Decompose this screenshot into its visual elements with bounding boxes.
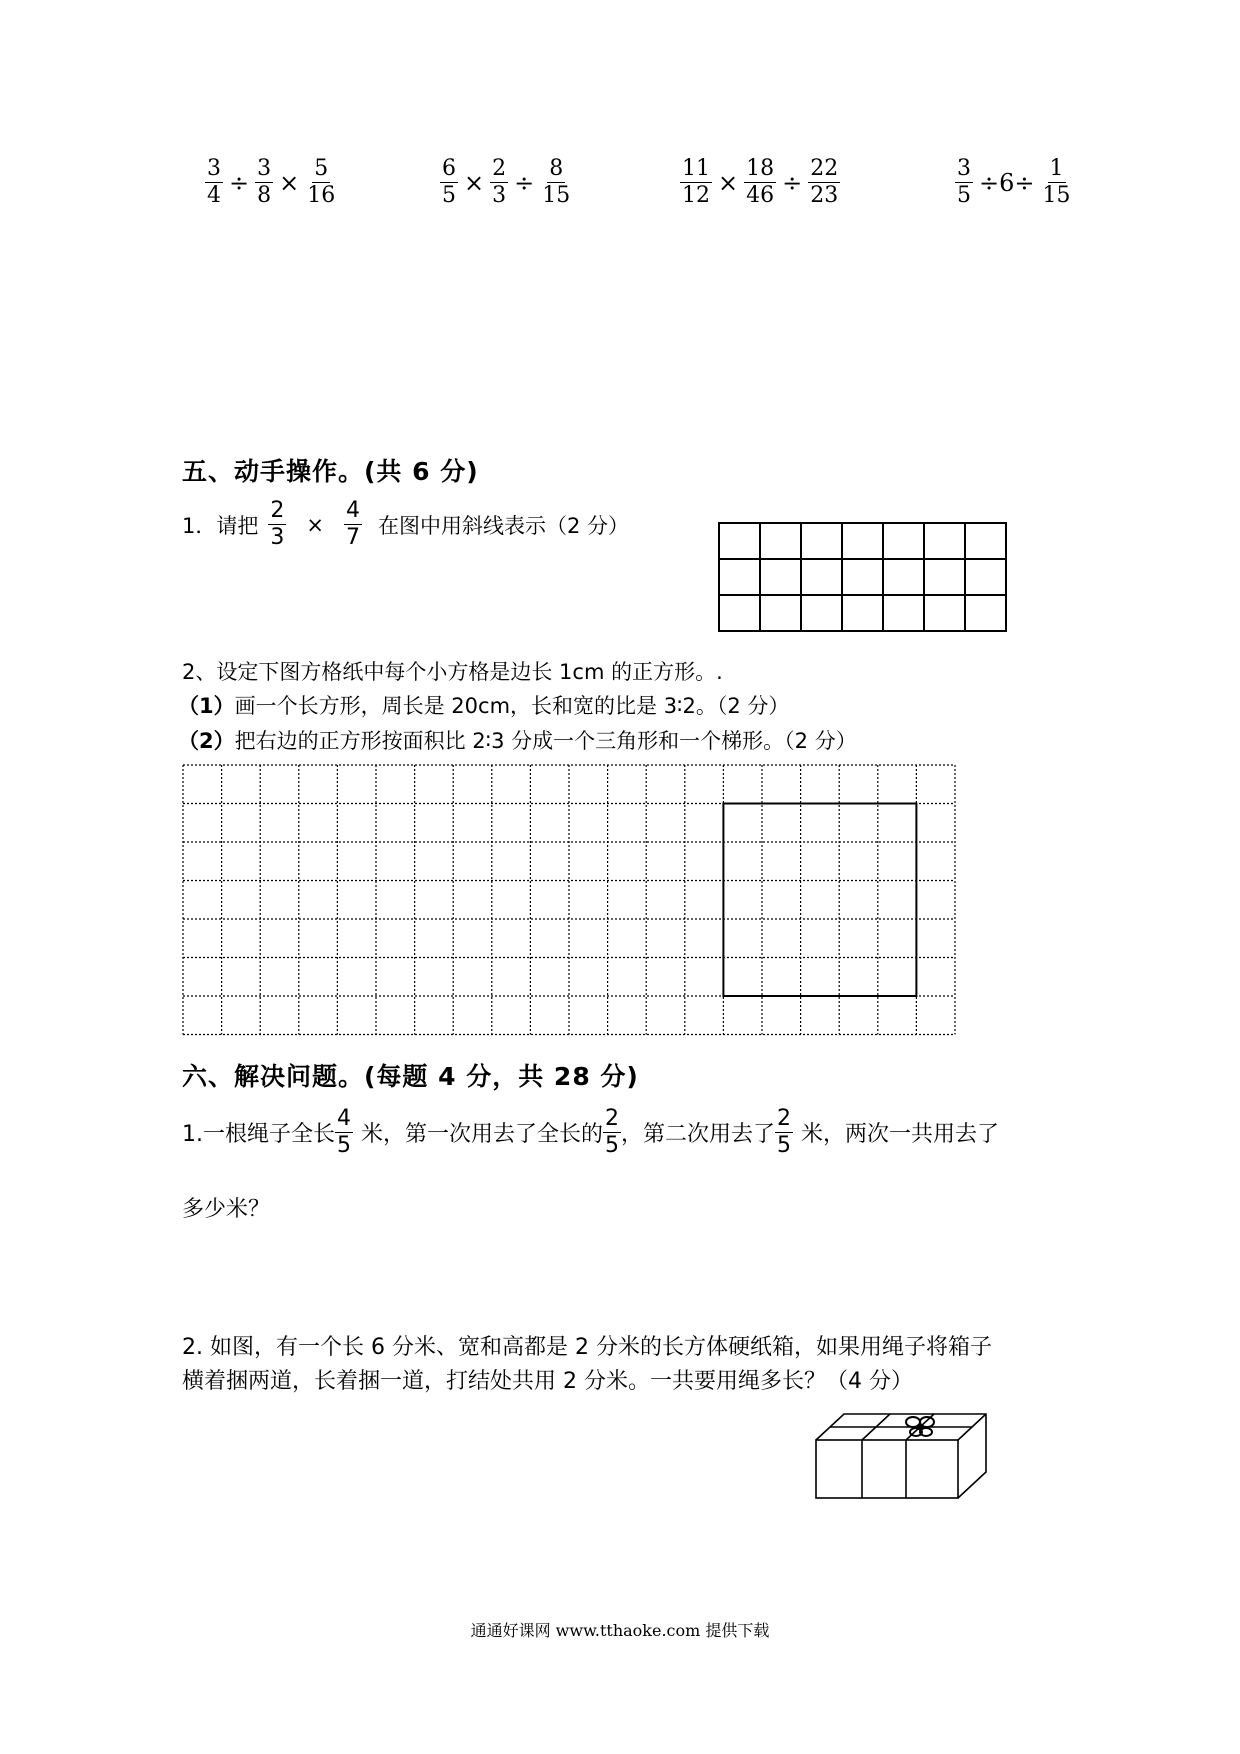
s5-q1-suffix: 在图中用斜线表示（2 分） (377, 513, 630, 538)
section5-title: 五、动手操作。(共 6 分) (182, 457, 479, 486)
calc-3 (680, 158, 840, 207)
s6-q2-line1: 2. 如图，有一个长 6 分米、宽和高都是 2 分米的长方体硬纸箱，如果用绳子将箱子 (182, 1335, 992, 1360)
fraction: $\frac{3}{8}$ (257, 156, 272, 208)
fraction: $\frac{5}{16}$ (307, 156, 336, 208)
grid-cell[interactable] (924, 559, 965, 595)
operator: × (464, 168, 485, 197)
grid-cell[interactable] (801, 559, 842, 595)
grid-cell[interactable] (842, 523, 883, 559)
grid-cell[interactable] (760, 559, 801, 595)
operator: × (718, 168, 739, 197)
s5-q1-frac1: $\frac{2}{3}$ (270, 498, 285, 550)
fraction: $\frac{1}{15}$ (1042, 156, 1071, 208)
s6-q1-line2: 多少米？ (182, 1197, 271, 1222)
grid-cell[interactable] (719, 559, 760, 595)
grid-cell[interactable] (965, 523, 1006, 559)
grid-cell[interactable] (883, 595, 924, 631)
grid-cell[interactable] (801, 595, 842, 631)
calc-1 (205, 158, 337, 207)
s6-q1-line1: 1.一根绳子全长 $\frac{4}{5}$ 米，第一次用去了全长的 $\frac{2}{5}$ ，第二次用去了 $\frac{2}{5}$ 米，两次一共用去了 (182, 1106, 1000, 1158)
s5-q2-intro: 2、设定下图方格纸中每个小方格是边长 1cm 的正方形。. (182, 660, 723, 684)
s5-q2-sub2: （2）把右边的正方形按面积比 2∶3 分成一个三角形和一个梯形。（2 分） (178, 729, 857, 753)
grid-cell[interactable] (883, 559, 924, 595)
calc-2 (440, 158, 572, 207)
section6-title: 六、解决问题。(每题 4 分，共 28 分) (182, 1062, 639, 1091)
grid-cell[interactable] (965, 559, 1006, 595)
box-ribbons (830, 1414, 972, 1498)
fraction: $\frac{11}{12}$ (682, 156, 710, 208)
grid-cell[interactable] (760, 595, 801, 631)
grid-cell[interactable] (760, 523, 801, 559)
fraction: $\frac{3}{4}$ (207, 156, 221, 208)
footer-text: 通通好课网 www.tthaoke.com 提供下载 (470, 1621, 770, 1640)
s6-q2-line2: 横着捆两道，长着捆一道，打结处共用 2 分米。一共要用绳多长？（4 分） (182, 1369, 913, 1394)
given-square (723, 804, 916, 997)
operator: ÷ (782, 168, 803, 197)
shading-grid[interactable] (718, 522, 1007, 632)
dotted-grid-paper[interactable] (178, 762, 1018, 1044)
s5-q2-sub1: （1）画一个长方形，周长是 20cm，长和宽的比是 3∶2。（2 分） (178, 694, 790, 718)
grid-cell[interactable] (719, 595, 760, 631)
fraction: $\frac{18}{46}$ (746, 156, 775, 208)
s5-q1-times: × (306, 512, 324, 537)
grid-cell[interactable] (883, 523, 924, 559)
s5-q1 (182, 500, 629, 549)
operator: ÷6÷ (979, 168, 1035, 197)
s6-q1-frac2: $\frac{2}{5}$ (605, 1106, 620, 1158)
s5-q1-frac2: $\frac{4}{7}$ (345, 498, 360, 550)
operator: ÷ (229, 168, 250, 197)
fraction: $\frac{8}{15}$ (542, 156, 571, 208)
fraction: $\frac{3}{5}$ (957, 156, 971, 208)
grid-cell[interactable] (719, 523, 760, 559)
calc-4 (955, 158, 1073, 207)
fraction: $\frac{22}{23}$ (810, 156, 839, 208)
grid-cell[interactable] (965, 595, 1006, 631)
s6-q1-frac1: $\frac{4}{5}$ (337, 1106, 351, 1158)
s5-q1-prefix: 1．请把 (182, 513, 259, 538)
fraction: $\frac{2}{3}$ (492, 156, 507, 208)
grid-cell[interactable] (801, 523, 842, 559)
box-illustration (812, 1402, 998, 1502)
ribbon-bow-icon (906, 1417, 934, 1436)
fraction: $\frac{6}{5}$ (442, 156, 456, 208)
s6-q1-frac3: $\frac{2}{5}$ (777, 1106, 792, 1158)
operator: ÷ (514, 168, 535, 197)
grid-cell[interactable] (924, 523, 965, 559)
grid-cell[interactable] (924, 595, 965, 631)
operator: × (279, 168, 300, 197)
grid-cell[interactable] (842, 559, 883, 595)
grid-cell[interactable] (842, 595, 883, 631)
